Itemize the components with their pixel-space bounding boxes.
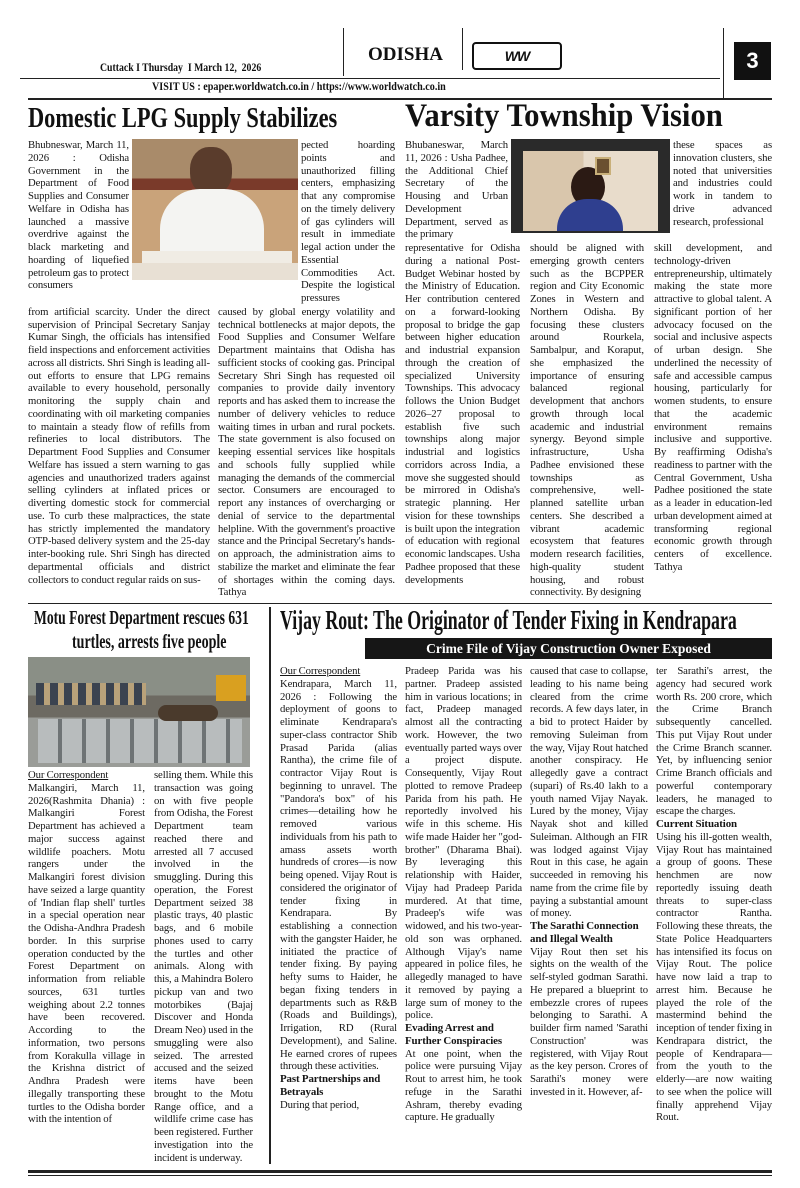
lpg-article	[28, 101, 395, 599]
section-name: ODISHA	[368, 44, 443, 65]
bottom-section	[28, 607, 772, 1164]
varsity-top-row	[405, 139, 772, 241]
footer-rule-thin	[28, 1175, 772, 1176]
vijay-columns	[280, 665, 772, 1124]
vijay-headline-box	[280, 607, 772, 638]
vijay-kicker-bar	[365, 638, 772, 659]
lpg-headline: Domestic LPG Supply Stabilizes	[28, 103, 338, 134]
lpg-bottom-row	[28, 306, 395, 599]
visit-line[interactable]: VISIT US : epaper.worldwatch.co.in / https://www.worldwatch.co.in	[152, 81, 446, 93]
section-rule	[28, 603, 772, 604]
varsity-headline: Varsity Township Vision	[405, 98, 723, 134]
vijay-byline: Our Correspondent	[280, 665, 361, 677]
motu-byline: Our Correspondent	[28, 769, 109, 781]
varsity-headline-box	[405, 98, 772, 139]
motu-paragraph: Malkangiri, March 11, 2026(Rashmita Dhania) : Malkangiri Forest Department has achieved a major success against wildlife poachers. Motu rangers under the Malkangiri forest division have seized a large quantity of 'Indian flap shell' turtles in a special operation near the Odisha-Andhra Pradesh border. In this surprise operation conducted by the Forest Department on information from reliable sources, 631 turtles weighing about 2.2 tonnes have been recovered. According to the information, two persons from Korakulla village in the Krishna district of Andhra Pradesh were illegally transporting these turtles to the Odisha border with the intention of	[28, 781, 145, 1126]
vijay-paragraph: During that period,	[280, 1098, 360, 1111]
masthead-rule	[20, 78, 720, 79]
varsity-article	[405, 98, 772, 599]
vijay-col-3	[530, 665, 648, 1099]
newspaper-logo: WW	[472, 42, 562, 70]
varsity-text-1b: representative for Odisha during a national Post-Budget Webinar hosted by the Ministry of Education. Her contribution centered on a forward-looking proposal to bridge the gap between higher education and industrial expansion through the creation of specialized University Townships. This advocacy follows the Union Budget 2026–27 proposal to establish five such townships along major industrial and logistics corridors across India, a move she suggested should be mirrored in Odisha's strategic planning. Her vision for these townships is built upon the integration of education with regional economic landscapes. Usha Padhee proposed that these developments	[405, 242, 520, 586]
lpg-text-4: caused by global energy volatility and technical bottlenecks at major depots, the Food Supplies and Consumer Welfare Department maintains that Odisha has sufficient stocks of cooking gas. Principal Secretary Shri Singh has requested oil companies to provide daily inventory reports and has asked them to increase the number of delivery vehicles to reduce waiting times in urban and rural pockets. The state government is also focused on keeping essential services like hospitals and schools fully supplied while managing the demands of the commercial sector. Consumers are encouraged to report any instances of overcharging or denial of service to the departmental helpline. With the government's proactive stance and the Principal Secretary's hands-on approach, the administration aims to stabilize the market and eliminate the fear of shortages within the coming days. Tathya	[218, 305, 395, 599]
masthead-divider	[462, 28, 463, 70]
lpg-top-row	[28, 139, 395, 305]
vijay-col-2	[405, 665, 522, 1124]
vijay-subheading: Past Partnerships and Betrayals	[280, 1073, 381, 1098]
vijay-paragraph: caused that case to collapse, leading to his name being cleared from the crime records. A few days later, in a bid to protect Haider by removing Suleiman from the way, Vijay Rout hatched another conspiracy. He allegedly gave a contract (supari) of Rs.40 lakh to a youth named Vijay Nayak. Lured by the money, Vijay Nayak shot and killed Suleiman. Although an FIR was lodged against Vijay Rout in this case, he again succeeded in removing his name from the crime file by paying a substantial amount of money.	[530, 665, 648, 920]
vijay-paragraph: Using his ill-gotten wealth, Vijay Rout has maintained a group of goons. These henchmen are now reportedly issuing death threats to super-class contractor Rantha. Following these threats, the State Police Headquarters has intensified its focus on Vijay Rout. The police have now laid a trap to arrest him. Because he played the role of the mastermind behind the inception of tender fixing in Kendrapara district, the people of Kendrapara—from the youth to the elderly—are now waiting to see when the police will finally apprehend Vijay Rout.	[656, 830, 772, 1124]
masthead-divider	[343, 28, 344, 76]
vijay-subheading: The Sarathi Connection and Illegal Wealth	[530, 920, 639, 945]
motu-turtles-photo	[28, 657, 250, 767]
varsity-text-3a: these spaces as innovation clusters, she noted that universities and industries could work in tandem to drive advanced research, professional	[673, 139, 772, 228]
lpg-text-3: pected hoarding points and unauthorized filling centers, emphasizing that any compromise on the timely delivery of gas cylinders will result in immediate legal action under the Essential Commodities Act. Despite the logistical pressures	[301, 139, 395, 304]
vijay-col-1	[280, 665, 397, 1111]
motu-text-2: selling them. While this transaction was going on with five people from Odisha, the Forest Department team reached there and arrested all 7 accused involved in the smuggling. During this operation, the Forest Department seized 38 plastic trays, 40 plastic bags, and 6 mobile phones used to carry the turtles and other animals. Along with this, a Mahindra Bolero pickup van and two motorbikes (Bajaj Discover and Honda Dream Neo) used in the smuggling were also seized. The arrested accused and the seized items have been brought to the Motu Range office, and a wildlife crime case has been registered. Further investigation into the incident is underway.	[154, 769, 253, 1164]
motu-columns	[28, 769, 264, 1164]
motu-article	[28, 607, 264, 1164]
motu-text-1	[28, 769, 145, 1126]
lpg-headline-box	[28, 101, 395, 139]
vijay-paragraph: Vijay Rout then set his sights on the wealth of the self-styled godman Sarathi. He prepared a blueprint to embezzle crores of rupees belonging to Sarathi. A builder firm named 'Sarathi Construction' was registered, with Vijay Rout as the key person. Crores of Sarathi's money were invested in it. However, af-	[530, 945, 648, 1098]
lpg-photo	[132, 139, 298, 280]
varsity-text-3b: skill development, and technology-driven entrepreneurship, ultimately making the state more attractive to global talent. A significant portion of her advocacy focused on the social and inclusive aspects of urban design. She underlined the necessity of safe and accessible campus housing, particularly for women students, to ensure that the academic environment remains inclusive and supportive. By reaffirming Odisha's readiness to partner with the Central Government, Usha Padhee positioned the state as a leader in education-led urban development aimed at transforming regional economic growth through centers of excellence. Tathya	[654, 242, 772, 573]
page-number-badge: 3	[734, 42, 771, 80]
varsity-webinar-photo	[511, 139, 670, 233]
page-body	[28, 98, 772, 1188]
varsity-text-2: should be aligned with emerging growth centers such as the BCPPER region and City Economic Zones in Western and Northern Odisha. By focusing these clusters around Rourkela, Sambalpur, and Koraput, she emphasized the importance of ensuring balanced regional development that anchors growth through local academic and industrial synergy. Beyond simple infrastructure, Usha Padhee envisioned these townships as comprehensive, well-planned satellite urban centers. She described a vibrant academic ecosystem that features modern research facilities, high-quality student housing, and robust connectivity. By designing	[530, 242, 644, 599]
vijay-article	[280, 607, 772, 1164]
lpg-text-2: from artificial scarcity. Under the direct supervision of Principal Secretary Sanjay Kumar Singh, the officials has intensified field inspections and enforcement activities across all districts. Shri Singh is leading all-out efforts to ensure that LPG remains available to every household, personally monitoring the supply chain and coordinating with oil marketing companies to maintain a steady flow of refills from refineries to local distributors. The Department Food Supplies and Consumer Welfare has issued a stern warning to gas agencies and unauthorized traders against selling cylinders at inflated prices or diverting domestic stock for commercial use. To curb these malpractices, the state has strictly implemented the mandatory OTP-based delivery system and the 25-day inter-booking rule. Shri Singh has directed departmental officials and district collectors to conduct regular raids on sus-	[28, 305, 210, 586]
footer-rule	[28, 1170, 772, 1173]
masthead-divider	[723, 28, 724, 100]
motu-headline-line-2: turtles, arrests five people	[72, 631, 227, 653]
vijay-paragraph: ter Sarathi's arrest, the agency had secured work worth Rs. 200 crore, which the Crime Branch subsequently cancelled. This put Vijay Rout under the Crime Branch scanner. Yet, by influencing senior Crime Branch officials and powerful contemporary leaders, he managed to escape the charges.	[656, 665, 772, 818]
vijay-paragraph: Kendrapara, March 11, 2026 : Following the deployment of goons to eliminate Kendrapara's super-class contractor Shib Prasad Parida (alias Rantha), the crime file of contractor Vijay Rout is beginning to unravel. The "Pandora's box" of his crimes—detailing how he removed various individuals from his path to amass assets worth hundreds of crores—is now being opened. Vijay Rout is considered the originator of tender fixing in Kendrapara. By establishing a connection with the gangster Haider, he initiated the practice of tender fixing. By paying hefty sums to Haider, he began fixing tenders in departments such as R&B (Roads and Buildings), Irrigation, RD (Rural Development), and Saline. He earned crores of rupees through these activities.	[280, 677, 397, 1073]
motu-headline-box	[28, 607, 264, 657]
vijay-paragraph: Pradeep Parida was his partner. Pradeep assisted him in various locations; in fact, Pradeep managed almost all the contracting work. However, the two eventually parted ways over a project dispute. Consequently, Vijay Rout plotted to remove Pradeep Parida from his path. He reportedly involved his wife in this scheme. His wife made Haider her "god-brother" (Dharama Bhai). By leveraging this relationship with Haider, Vijay had Pradeep Parida murdered. At that time, Pradeep's wife was widowed, and his two-year-old son was orphaned. Although Vijay's name appeared in police files, he allegedly managed to have it removed by paying a large sum of money to the police.	[405, 665, 522, 1022]
dateline: Cuttack I Thursday I March 12, 2026	[100, 62, 262, 74]
vijay-kicker: Crime File of Vijay Construction Owner Exposed	[426, 641, 711, 656]
varsity-bottom-row	[405, 242, 772, 599]
motu-headline-line-1: Motu Forest Department rescues 631	[34, 607, 249, 629]
vijay-col-4	[656, 665, 772, 1124]
varsity-text-1a: Bhubaneswar, March 11, 2026 : Usha Padhee, the Additional Chief Secretary of the Housing and Urban Development Department, served as the primary	[405, 139, 508, 241]
lpg-text-1: Bhubneswar, March 11, 2026 : Odisha Government in the Department of Food Supplies and Consumer Welfare in Odisha has launched a massive overdrive against the black marketing and hoarding of liquefied petroleum gas to protect consumers	[28, 139, 129, 292]
top-section	[28, 98, 772, 599]
vijay-headline: Vijay Rout: The Originator of Tender Fixing in Kendrapara	[280, 605, 737, 635]
vijay-subheading: Current Situation	[656, 818, 737, 830]
vijay-subheading: Evading Arrest and Further Conspiracies	[405, 1022, 503, 1047]
vijay-paragraph: At one point, when the police were pursuing Vijay Rout to arrest him, he took refuge in the Sarathi Ashram, thereby evading capture. He gradually	[405, 1047, 522, 1124]
column-divider	[269, 607, 271, 1164]
